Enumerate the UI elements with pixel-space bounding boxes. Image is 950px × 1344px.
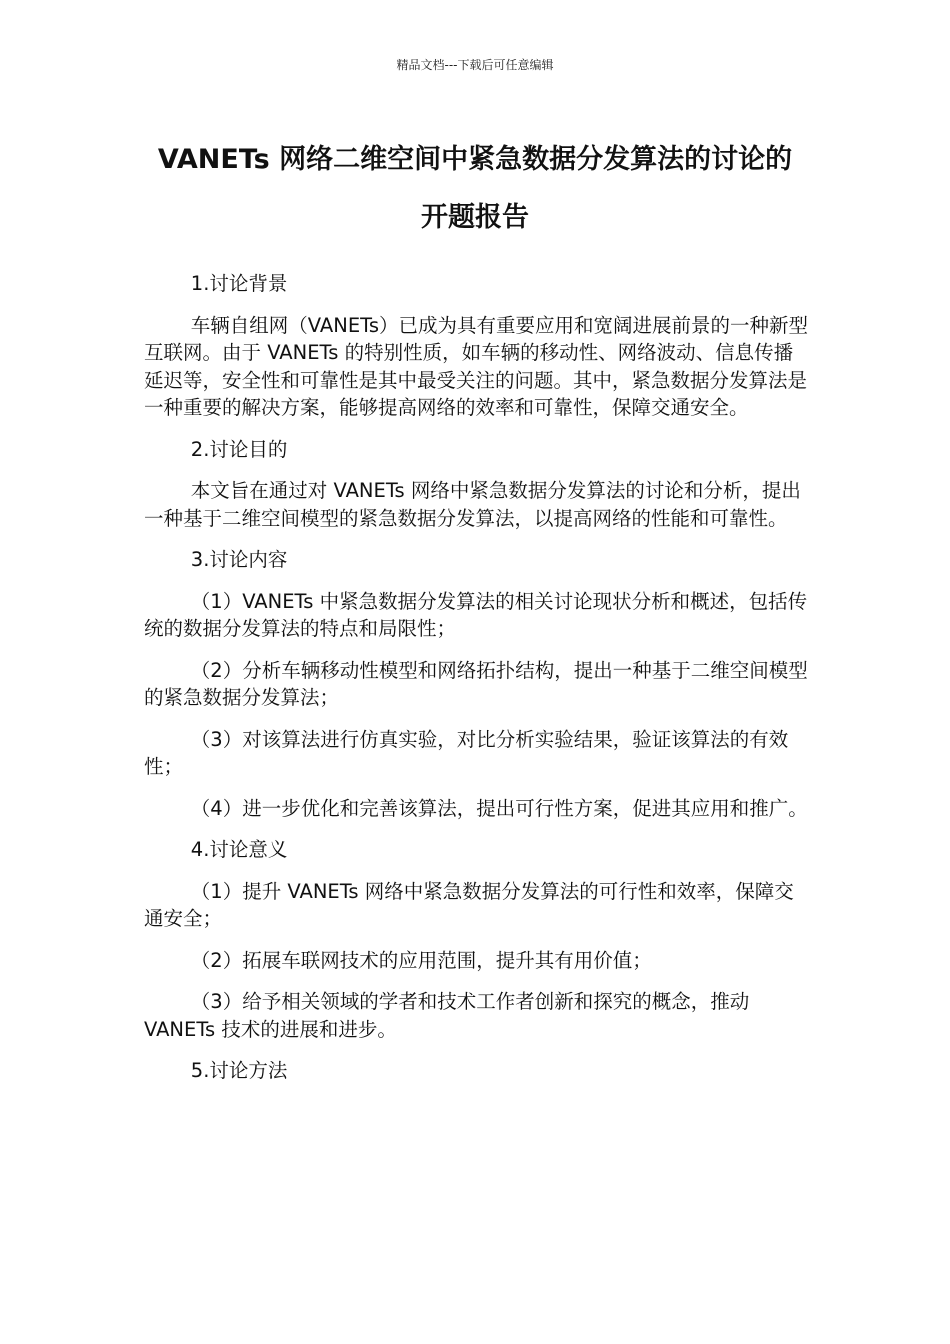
significance-item-2: （2）拓展车联网技术的应用范围，提升其有用价值； — [190, 948, 652, 972]
paragraph-background: 车辆自组网（VANETs）已成为具有重要应用和宽阔进展前景的一种新型互联网。由于 VANETs 的特别性质，如车辆的移动性、网络波动、信息传播延迟等，安全性和可靠性是其中最受关注的问题。其中，紧急数据分发算法是一种重要的解决方案，能够提高网络的效率和可靠性，保障交通安全。 — [144, 313, 808, 419]
significance-item-3: （3）给予相关领域的学者和技术工作者创新和探究的概念，推动 VANETs 技术的进展和进步。 — [144, 990, 750, 1041]
section-heading-content: 3.讨论内容 — [190, 548, 288, 571]
content-item-1: （1）VANETs 中紧急数据分发算法的相关讨论现状分析和概述，包括传统的数据分发算法的特点和局限性； — [144, 589, 808, 640]
content-item-4: （4）进一步优化和完善该算法，提出可行性方案，促进其应用和推广。 — [190, 796, 808, 820]
paragraph-purpose: 本文旨在通过对 VANETs 网络中紧急数据分发算法的讨论和分析，提出一种基于二维空间模型的紧急数据分发算法，以提高网络的性能和可靠性。 — [144, 479, 801, 530]
title-line-1: VANETs 网络二维空间中紧急数据分发算法的讨论的 — [157, 144, 793, 175]
section-heading-significance: 4.讨论意义 — [190, 838, 288, 861]
page-header: 精品文档---下载后可任意编辑 — [396, 58, 554, 72]
significance-item-1: （1）提升 VANETs 网络中紧急数据分发算法的可行性和效率，保障交通安全； — [144, 879, 794, 930]
title-line-2: 开题报告 — [421, 202, 529, 233]
content-item-2: （2）分析车辆移动性模型和网络拓扑结构，提出一种基于二维空间模型的紧急数据分发算法； — [144, 658, 808, 709]
content-item-3: （3）对该算法进行仿真实验，对比分析实验结果，验证该算法的有效性； — [144, 727, 789, 778]
section-heading-purpose: 2.讨论目的 — [190, 437, 288, 461]
section-heading-background: 1.讨论背景 — [190, 272, 288, 295]
document-body — [144, 270, 812, 1099]
section-heading-method: 5.讨论方法 — [190, 1059, 288, 1082]
document-title — [120, 131, 830, 247]
